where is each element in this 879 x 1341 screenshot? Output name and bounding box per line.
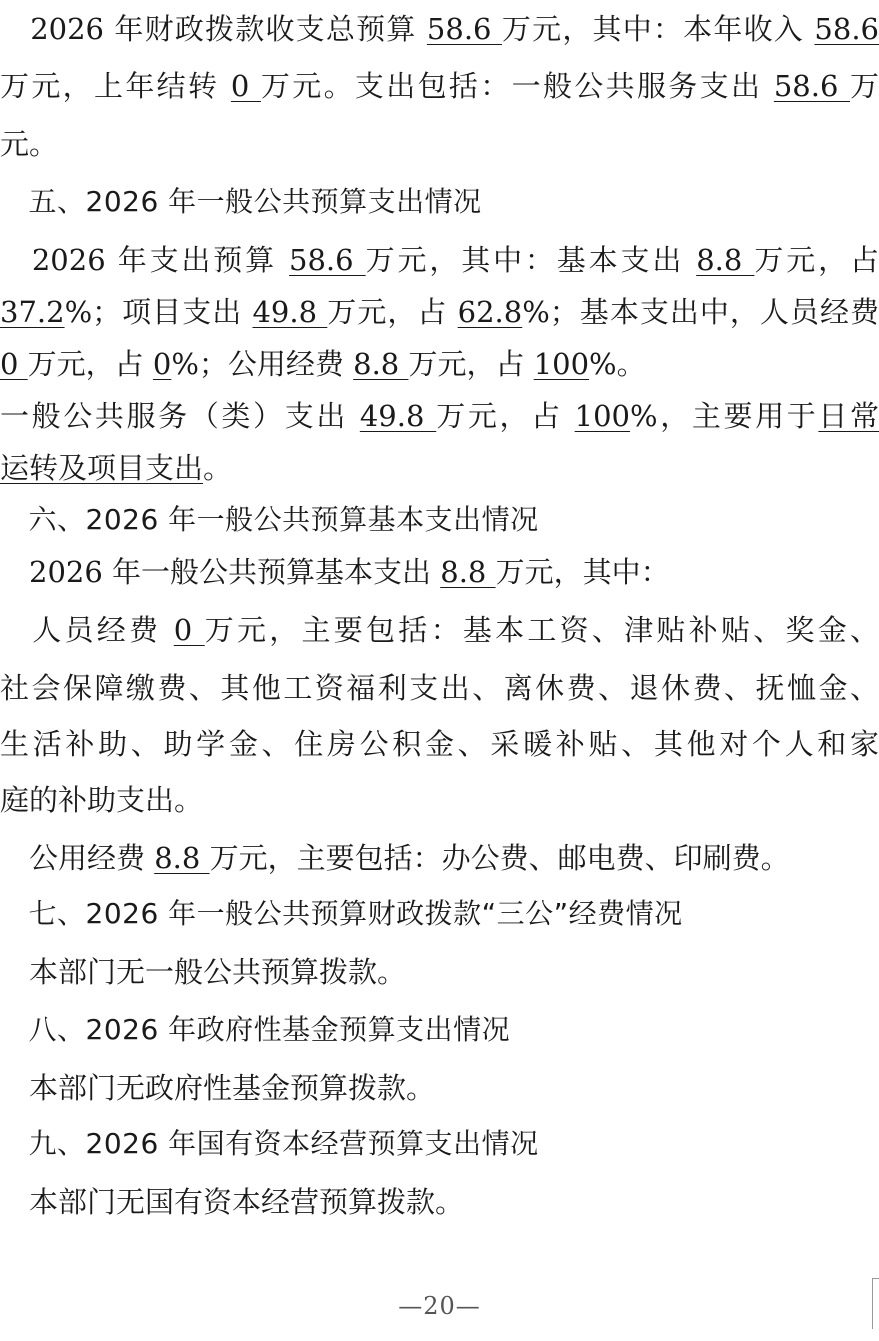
- text-segment: 万元，占: [327, 295, 458, 329]
- text-segment: 六、2026 年一般公共预算基本支出情况: [0, 503, 539, 536]
- paragraph-expenditure-line-1: [0, 240, 879, 280]
- underlined-value: 运转及项目支出: [0, 451, 204, 485]
- paragraph-personnel-line-1: [0, 610, 879, 650]
- text-segment: 元。: [0, 127, 59, 161]
- text-segment: 社会保障缴费、其他工资福利支出、离休费、退休费、抚恤金、: [0, 671, 879, 705]
- text-segment: 万: [849, 69, 879, 103]
- underlined-value: 100: [533, 347, 590, 381]
- paragraph-personnel-line-3: [0, 724, 879, 764]
- text-segment: 万元，占: [754, 243, 879, 277]
- text-segment: 万元，主要包括：办公费、邮电费、印刷费。: [209, 841, 790, 875]
- text-segment: 2026 年财政拨款收支总预算: [0, 12, 427, 46]
- paragraph-expenditure-line-3: [0, 344, 879, 384]
- text-segment: 万元，主要包括：基本工资、津贴补贴、奖金、: [204, 613, 879, 647]
- section-heading-7: [0, 894, 879, 934]
- text-segment: 万元，上年结转: [0, 69, 231, 103]
- page-number: —20—: [398, 1292, 481, 1320]
- text-segment: 八、2026 年政府性基金预算支出情况: [0, 1013, 511, 1046]
- underlined-value: 日常: [818, 399, 879, 433]
- underlined-value: 0: [0, 347, 28, 381]
- underlined-value: 0: [230, 69, 261, 103]
- text-segment: %，主要用于: [630, 399, 819, 433]
- text-segment: 万元，占: [408, 347, 534, 381]
- underlined-value: 0: [173, 613, 205, 647]
- underlined-value: 58.6: [426, 12, 502, 46]
- text-segment: 2026 年一般公共预算基本支出: [0, 555, 441, 589]
- text-segment: %；项目支出: [64, 295, 253, 329]
- underlined-value: 8.8: [154, 841, 210, 875]
- underlined-value: 100: [574, 399, 630, 433]
- text-segment: %。: [589, 347, 646, 381]
- paragraph-budget-total-line-2: [0, 66, 879, 106]
- underlined-value: 8.8: [696, 243, 755, 277]
- paragraph-budget-total-line-1: [0, 9, 879, 49]
- underlined-value: 8.8: [353, 347, 409, 381]
- text-segment: 九、2026 年国有资本经营预算支出情况: [0, 1127, 539, 1160]
- text-segment: %；基本支出中，人员经费: [522, 295, 879, 329]
- underlined-value: 62.8: [457, 295, 523, 329]
- section-heading-6: [0, 500, 879, 540]
- underlined-value: 49.8: [252, 295, 328, 329]
- text-segment: %；公用经费: [171, 347, 354, 381]
- underlined-value: 58.6: [289, 243, 366, 277]
- text-segment: 。: [203, 451, 233, 485]
- text-segment: 五、2026 年一般公共预算支出情况: [0, 185, 482, 218]
- text-segment: 万元，占: [436, 399, 575, 433]
- text-segment: 公用经费: [0, 841, 155, 875]
- underlined-value: 58.6: [814, 12, 879, 46]
- underlined-value: 8.8: [440, 555, 496, 589]
- paragraph-expenditure-line-2: [0, 292, 879, 332]
- paragraph-basic-expenditure: [0, 552, 879, 592]
- text-segment: 万元，占: [27, 347, 153, 381]
- paragraph-personnel-line-2: [0, 668, 879, 708]
- underlined-value: 37.2: [0, 295, 65, 329]
- text-segment: 庭的补助支出。: [0, 783, 204, 817]
- text-segment: 一般公共服务（类）支出: [0, 399, 360, 433]
- text-segment: 本部门无国有资本经营预算拨款。: [0, 1185, 465, 1219]
- text-segment: 本部门无政府性基金预算拨款。: [0, 1071, 436, 1105]
- page-corner-mark: [872, 1278, 879, 1329]
- underlined-value: 58.6: [773, 69, 850, 103]
- paragraph-government-fund: [0, 1068, 879, 1108]
- paragraph-personnel-line-4: [0, 780, 879, 820]
- text-segment: 万元，其中：本年收入: [501, 12, 815, 46]
- text-segment: 万元，其中：: [495, 555, 670, 589]
- paragraph-general-service-line-1: [0, 396, 879, 436]
- text-segment: 生活补助、助学金、住房公积金、采暖补贴、其他对个人和家: [0, 727, 879, 761]
- paragraph-public-expenses: [0, 838, 879, 878]
- section-heading-8: [0, 1010, 879, 1050]
- text-segment: 七、2026 年一般公共预算财政拨款“三公”经费情况: [0, 897, 683, 930]
- section-heading-5: [0, 182, 879, 222]
- text-segment: 人员经费: [0, 613, 174, 647]
- text-segment: 本部门无一般公共预算拨款。: [0, 955, 407, 989]
- paragraph-budget-total-line-3: [0, 124, 879, 164]
- text-segment: 2026 年支出预算: [0, 243, 290, 277]
- underlined-value: 49.8: [359, 399, 437, 433]
- section-heading-9: [0, 1124, 879, 1164]
- paragraph-state-capital: [0, 1182, 879, 1222]
- paragraph-general-service-line-2: [0, 448, 879, 488]
- text-segment: 万元，其中：基本支出: [365, 243, 697, 277]
- text-segment: 万元。支出包括：一般公共服务支出: [260, 69, 774, 103]
- underlined-value: 0: [152, 347, 172, 381]
- paragraph-three-public: [0, 952, 879, 992]
